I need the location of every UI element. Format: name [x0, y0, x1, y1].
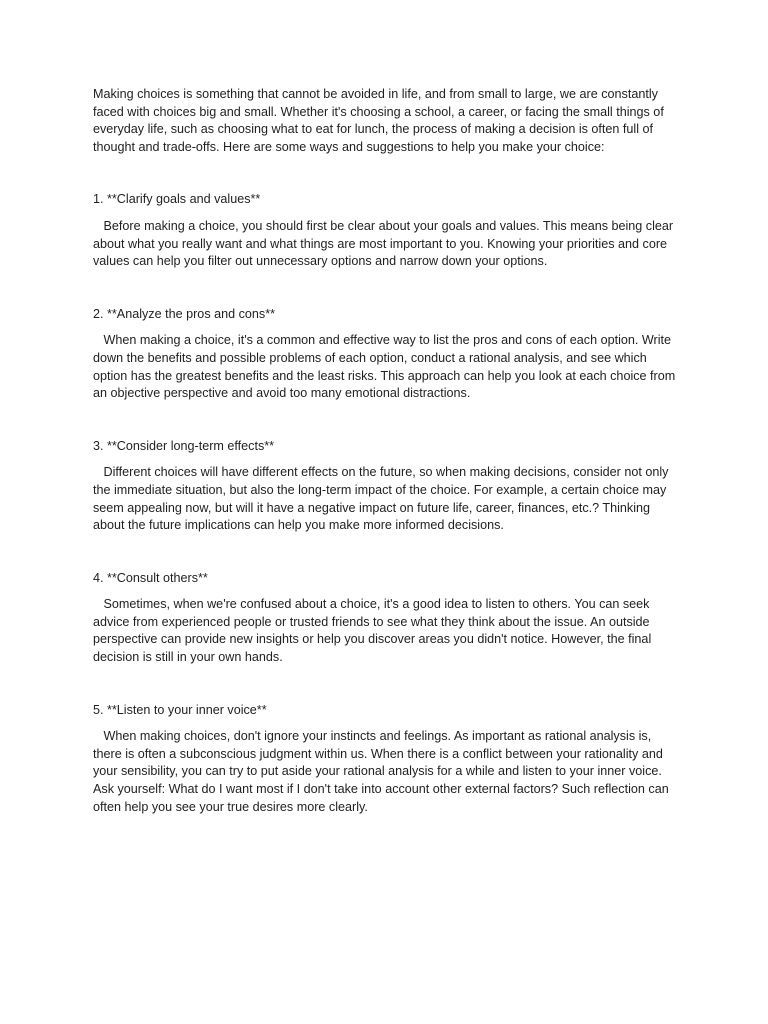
section-1 [93, 191, 683, 270]
section-4 [93, 570, 683, 667]
section-3 [93, 438, 683, 535]
section-heading: 1. **Clarify goals and values** [93, 192, 261, 207]
section-body: When making choices, don't ignore your instincts and feelings. As important as rational analysis is, there is often a subconscious judgment within us. When there is a conflict between your rationality and your sensibility, you can try to put aside your rational analysis for a while and listen to your inner voice. Ask yourself: What do I want most if I don't take into account other external factors? Such reflection can often help you see your true desires more clearly. [93, 729, 673, 814]
section-5 [93, 702, 683, 817]
section-heading: 5. **Listen to your inner voice** [93, 702, 267, 717]
intro-paragraph: Making choices is something that cannot be avoided in life, and from small to large, we are constantly faced with choices big and small. Whether it's choosing a school, a career, or facing the small things of everyday life, such as choosing what to eat for lunch, the process of making a decision is often full of thought and trade-offs. Here are some ways and suggestions to help you make your choice: [93, 87, 668, 154]
section-body: Sometimes, when we're confused about a choice, it's a good idea to listen to others. You can seek advice from experienced people or trusted friends to see what they think about the issue. An outside perspective can provide new insights or help you discover areas you didn't notice. However, the final decision is still in your own hands. [93, 597, 655, 665]
section-body: Different choices will have different effects on the future, so when making decisions, consider not only the immediate situation, but also the long-term impact of the choice. For example, a certain choice may seem appealing now, but will it have a negative impact on future life, career, finances, etc.? Thinking about the future implications can help you make more informed decisions. [93, 465, 672, 533]
section-heading: 4. **Consult others** [93, 570, 208, 585]
section-body: Before making a choice, you should first be clear about your goals and values. This means being clear about what you really want and what things are most important to you. Knowing your priorities and core values can help you filter out unnecessary options and narrow down your options. [93, 218, 677, 269]
section-heading: 2. **Analyze the pros and cons** [93, 306, 276, 321]
section-body: When making a choice, it's a common and effective way to list the pros and cons of each option. Write down the benefits and possible problems of each option, conduct a rational analysis, and see which option has the greatest benefits and the least risks. This approach can help you look at each choice from an objective perspective and avoid too many emotional distractions. [93, 333, 679, 401]
document-page [93, 86, 683, 851]
section-heading: 3. **Consider long-term effects** [93, 438, 275, 453]
section-2 [93, 306, 683, 403]
